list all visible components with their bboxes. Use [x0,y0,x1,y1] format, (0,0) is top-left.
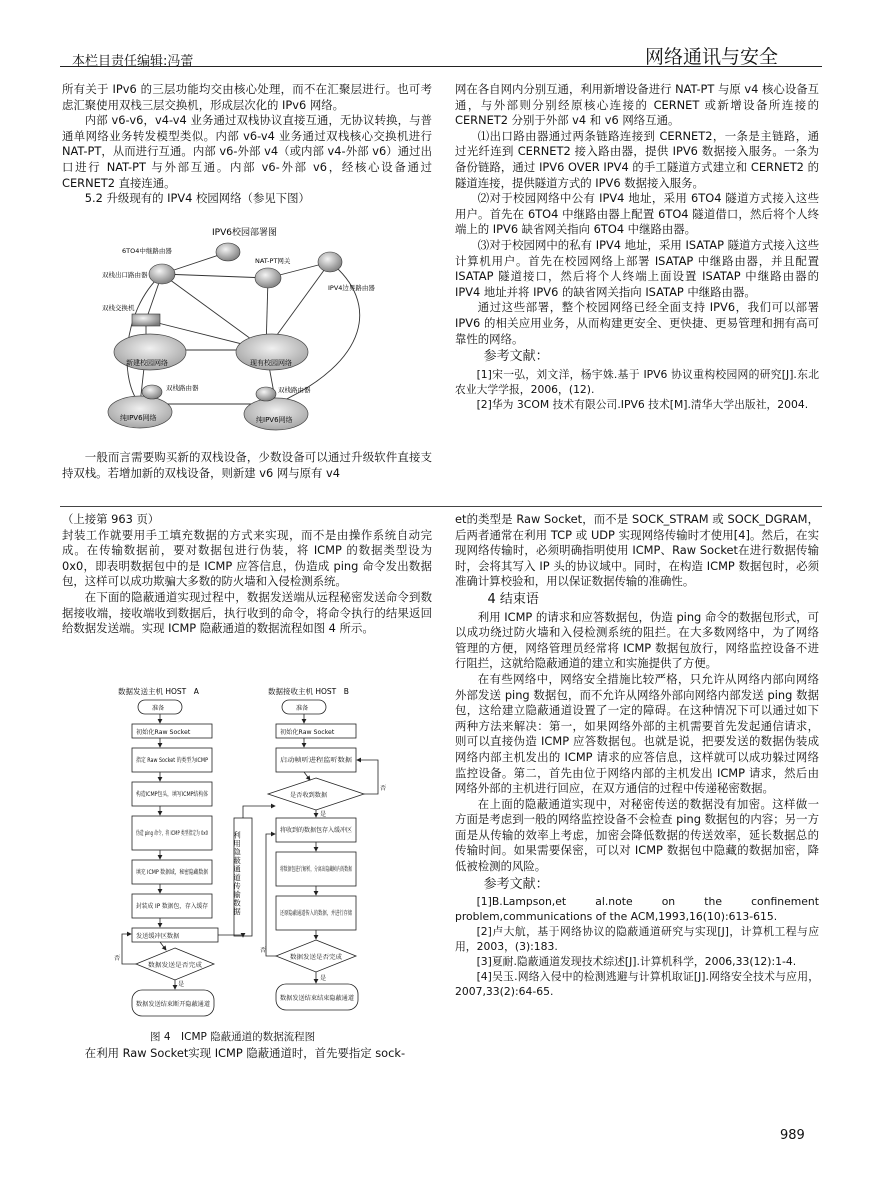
header-editor: 本栏目责任编辑:冯蕾 [72,54,194,69]
flow-yes-label: 是 [178,981,185,988]
label-new-campus: 新建校园网络 [126,359,168,367]
paragraph: 在下面的隐蔽通道实现过程中，数据发送端从远程秘密发送命令到数据接收端，接收端收到数据后，执行收到的命令，将命令执行的结果返回给数据发送端。实现 ICMP 隐蔽通道的数据流程如图 4 所示。 [62,589,432,636]
upper-left-tail [62,450,432,481]
flow-yes-label: 是 [320,811,327,818]
references-title: 参考文献： [483,349,549,365]
flow-channel-label: 利用隐蔽通道传输数据 [232,831,242,916]
paragraph: 封装工作就要用手工填充数据的方式来实现，而不是由操作系统自动完成。在传输数据前，要对数据包进行伪装，将 ICMP 的数据类型设为 0x0，即表明数据包中的是 ICMP 应答信息，伪造成 ping 命令发出数据包，这样可以成功欺骗大多数的防火墙和入侵检测系统。 [62,527,432,589]
paragraph: 所有关于 IPv6 的三层功能均交由核心处理，而不在汇聚层进行。也可考虑汇聚使用双栈三层交换机，形成层次化的 IPv6 网络。 [62,82,432,112]
flow-a-step: 指定 Raw Socket 的类型为ICMP [136,757,228,764]
label-dual-router-left: 双栈路由器 [166,384,199,392]
paragraph: 通过这些部署，整个校园网络已经全面支持 IPV6，我们可以部署 IPV6 的相关应用业务，从而构建更安全、更快捷、更易管理和拥有高可靠性的网络。 [455,300,819,346]
router-icon [318,252,342,272]
flow-a-step: 封装成 IP 数据包，存入缓存 [136,903,214,910]
paragraph: 网在各自网内分别互通，利用新增设备进行 NAT-PT 与原 v4 核心设备互通，与外部则分别经原核心连接的 CERNET 或新增设备所连接的 CERNET2 分别于外部 v4 和 v6 网络互通。 [455,82,819,128]
continued-note: （上接第 963 页） [62,512,160,526]
flow-a-start: 准备 [152,705,165,712]
flow-b-step: 还原隐蔽通道传入的数据，并进行存储 [280,910,386,917]
flowchart-diagram [110,686,406,1022]
paragraph: 在利用 Raw Socket实现 ICMP 隐蔽通道时，首先要指定 sock- [84,1046,406,1060]
flow-a-step: 发送缓冲区数据 [136,933,180,940]
paragraph: ⑴出口路由器通过两条链路连接到 CERNET2，一条是主链路，通过光纤连到 CERNET2 接入路由器，提供 IPV6 数据接入服务。一条为备份链路，通过 IPV6 OVER IPV4 的手工隧道方式建立和 CERNET2 的隧道连接，提供隧道方式的 IPV6 数据接入服务。 [455,128,819,190]
flow-a-decision: 数据发送是否完成 [148,962,198,969]
cloud-icon [244,398,308,430]
figure-caption: 图 4 ICMP 隐蔽通道的数据流程图 [150,1031,316,1043]
reference-item: [2]卢大航，基于网络协议的隐蔽通道研究与实现[J]，计算机工程与应用，2003，(3):183. [455,925,819,954]
references-title: 参考文献： [483,876,549,892]
lower-left-column [62,512,432,637]
router-icon [256,387,276,401]
flow-a-step: 伪造 ping 命令，将 ICMP 类型指定为 0x0 [136,830,255,837]
subsection-heading: 5.2 升级现有的 IPV4 校园网络（参见下图） [84,191,310,206]
router-icon [149,264,175,284]
paragraph: 内部 v6-v6，v4-v4 业务通过双栈协议直接互通，无协议转换，与普通单网络业务转发模型类似。内部 v6-v4 业务通过双栈核心交换机进行 NAT-PT，从而进行互通。内部 v6-外部 v4（或内部 v4-外部 v6）通过出口进行 NAT-PT 与外部互通。内部 v6-外部 v6，经核心设备通过 CERNET2 直接连通。 [62,113,432,190]
flow-a-step: 初始化Raw Socket [136,729,191,736]
upper-left-column [62,82,432,207]
switch-icon [132,314,160,326]
paragraph: 利用 ICMP 的请求和应答数据包，伪造 ping 命令的数据包形式，可以成功绕过防火墙和入侵检测系统的阻拦。在大多数网络中，为了网络管理的方便，网络管理员经常将 ICMP 数据包放行，网络监控设备不进行阻拦，这就给隐蔽通道的建立和实施提供了方便。 [455,609,819,671]
network-diagram [100,222,400,444]
reference-item: [2]华为 3COM 技术有限公司.IPV6 技术[M].清华大学出版社，2004. [476,397,809,411]
router-icon [142,385,162,399]
label-ipv4-border: IPV4边界路由器 [328,284,375,292]
flow-a-end: 数据发送结束断开隐蔽通道 [136,1001,211,1008]
header-section: 网络通讯与安全 [644,46,778,68]
page-number: 989 [780,1128,805,1143]
upper-right-column [455,82,819,412]
reference-item: [3]夏耐.隐蔽通道发现技术综述[J].计算机科学，2006,33(12):1-4. [476,955,797,969]
paragraph: 在有些网络中，网络安全措施比较严格，只允许从网络内部向网络外部发送 ping 数据包，而不允许从网络外部向网络内部发送 ping 数据包，这给建立隐蔽通道设置了一定的障碍。在这种情况下可以通过如下两种方法来解决：第一，如果网络外部的主机需要首先发起通信请求，则可以直接伪造 ICMP 应答数据包。也就是说，把要发送的数据伪装成网络内部主机发出的 ICMP 请求的应答信息，这样就可以成功躲过网络监控设备。第二，首先由位于网络内部的主机发出 ICMP 请求，然后由网络外部的主机进行回应，在双方通信的过程中传递秘密数据。 [455,671,819,796]
flow-no-label: 否 [114,955,121,962]
paragraph: ⑵对于校园网络中公有 IPV4 地址，采用 6TO4 隧道方式接入这些用户。首先在 6TO4 中继路由器上配置 6TO4 隧道借口，然后将个人终端上的 IPV6 缺省网关指向 6TO4 中继路由器。 [455,191,819,237]
label-pure-ipv6-left: 纯IPV6网络 [120,414,157,422]
flow-b-step: 启动帧听进程监听数据 [280,757,342,764]
router-icon [255,268,281,288]
flow-b-end: 数据发送结束结束隐蔽通道 [280,995,355,1002]
router-icon [216,243,240,261]
flow-b-decision: 数据发送是否完成 [290,954,340,961]
paragraph: 在上面的隐蔽通道实现中，对秘密传送的数据没有加密。这样做一方面是考虑到一般的网络监控设备不会检查 ping 数据包的内容；另一方面是从传输的效率上考虑，加密会降低数据的传送效率，延长数据总的传输时间。如果需要保密，可以对 ICMP 数据包中隐藏的数据加密，降低被检测的风险。 [455,796,819,874]
host-a-title: 数据发送主机 HOST A [118,687,199,696]
flow-b-step: 将收到的数据包存入缓冲区 [280,827,355,834]
flow-a-step: 填充 ICMP 数据域，秘密隐藏数据 [136,869,230,876]
reference-item: [1]B.Lampson,et al.note on the confinement problem,communications of the ACM,1993,16(10):613-615. [455,895,819,924]
reference-item: [4]吴玉.网络入侵中的检测逃避与计算机取证[J].网络安全技术与应用，2007,33(2):64-65. [455,970,819,999]
paragraph: ⑶对于校园网中的私有 IPV4 地址，采用 ISATAP 隧道方式接入这些计算机用户。首先在校园网络上部署 ISATAP 中继路由器，并且配置 ISATAP 隧道接口，然后将个人终端上面设置 ISATAP 中继路由器的 IPV4 地址并将 IPV6 的缺省网关指向 ISATAP 中继路由器。 [455,237,819,299]
flow-no-label: 否 [260,947,267,954]
flow-yes-label: 是 [320,975,327,982]
diagram-title: IPV6校园部署图 [212,228,277,238]
lower-left-tail [62,1046,432,1062]
section-heading: 4 结束语 [487,591,539,607]
host-b-title: 数据接收主机 HOST B [268,687,349,696]
header-rule [60,66,822,67]
label-existing-campus: 现有校园网络 [250,359,292,367]
label-dual-exit: 双栈出口路由器 [102,271,148,279]
paragraph: et的类型是 Raw Socket，而不是 SOCK_STRAM 或 SOCK_DGRAM，后两者通常在利用 TCP 或 UDP 实现网络传输时才使用[4]。然后，在实现网络传输时，必须明确指明使用 ICMP、Raw Socket在进行数据传输时，会将其写入 IP 头的协议域中。同时，在构造 ICMP 数据包时，必须准确计算校验和，用以保证数据传输的准确性。 [455,512,819,589]
flow-b-step: 将数据包进行解析，分离出隐藏帧内的数据 [280,866,398,873]
label-dual-switch: 双栈交换机 [102,304,135,312]
label-6to4-relay: 6TO4中继路由器 [122,247,172,255]
flow-b-decision: 是否收到数据 [290,792,328,799]
flow-a-step: 构造ICMP包头，填写ICMP结构体 [136,791,229,798]
flow-b-start: 准备 [296,705,309,712]
lower-right-column [455,512,819,999]
flow-b-step: 初始化Raw Socket [280,729,335,736]
label-dual-router-right: 双栈路由器 [278,386,311,394]
reference-item: [1]宋一弘，刘文洋，杨宇姝.基于 IPV6 协议重构校园网的研究[J].东北农业大学学报，2006，(12). [455,367,819,396]
section-divider [60,506,822,507]
label-nat-pt: NAT-PT网关 [255,257,291,265]
paragraph: 一般而言需要购买新的双栈设备，少数设备可以通过升级软件直接支持双栈。若增加新的双栈设备，则新建 v6 网与原有 v4 [62,450,432,480]
cloud-icon [108,396,172,428]
flow-no-label: 否 [380,785,387,792]
label-pure-ipv6-right: 纯IPV6网络 [256,416,293,424]
